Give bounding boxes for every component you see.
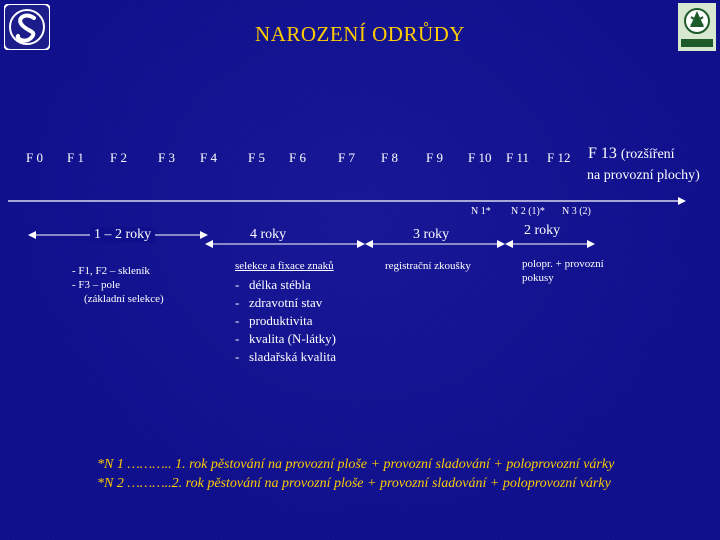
timeline-axis (8, 197, 686, 205)
generation-label: F 11 (506, 150, 529, 165)
generation-label: F 2 (110, 150, 127, 165)
generation-label: F 7 (338, 150, 355, 165)
footnotes (97, 455, 614, 493)
phase1-note: - F1, F2 – skleník (72, 265, 150, 277)
generation-f13-label (588, 145, 675, 163)
slide-title: NAROZENÍ ODRŮDY (255, 22, 465, 46)
period-label: 2 roky (524, 223, 561, 238)
n-label: N 1* (471, 206, 491, 217)
phase1-notes (72, 264, 164, 306)
footnote: *N 1 ……….. 1. rok pěstování na provozní ploše + provozní sladování + poloprovozní várky (97, 457, 615, 472)
phase4-notes (522, 257, 604, 285)
phase2-list (235, 276, 336, 366)
list-item: - produktivita (235, 313, 313, 328)
list-item: - kvalita (N-látky) (235, 331, 336, 346)
f13-number: F 13 (588, 145, 617, 162)
phase4-note: pokusy (522, 272, 554, 284)
f13-suffix: (rozšíření (620, 147, 675, 162)
phase1-note: (základní selekce) (84, 293, 164, 305)
generation-label: F 6 (289, 150, 306, 165)
n-label: N 3 (2) (562, 206, 591, 217)
phase2-heading: selekce a fixace znaků (235, 260, 334, 272)
n-label: N 2 (1)* (511, 206, 545, 217)
generation-label: F 8 (381, 150, 398, 165)
period-label: 1 – 2 roky (90, 227, 155, 243)
generation-label: F 1 (67, 150, 84, 165)
period-label: 4 roky (250, 227, 287, 242)
generation-label: F 10 (468, 150, 492, 165)
generation-label: F 12 (547, 150, 571, 165)
generation-label: F 4 (200, 150, 217, 165)
f13-continuation: na provozní plochy) (587, 168, 700, 183)
phase1-note: - F3 – pole (72, 279, 120, 291)
generation-label: F 9 (426, 150, 443, 165)
period-label: 3 roky (413, 227, 450, 242)
period-arrow (505, 238, 595, 250)
list-item: - délka stébla (235, 277, 311, 292)
footnote: *N 2 ………..2. rok pěstování na provozní ploše + provozní sladování + poloprovozní várky (97, 476, 611, 491)
phase3-heading: registrační zkoušky (385, 260, 471, 272)
generation-label: F 3 (158, 150, 175, 165)
list-item: - zdravotní stav (235, 295, 323, 310)
generation-label: F 5 (248, 150, 265, 165)
phase4-note: polopr. + provozní (522, 258, 604, 270)
list-item: - sladařská kvalita (235, 349, 336, 364)
generation-label: F 0 (26, 150, 43, 165)
